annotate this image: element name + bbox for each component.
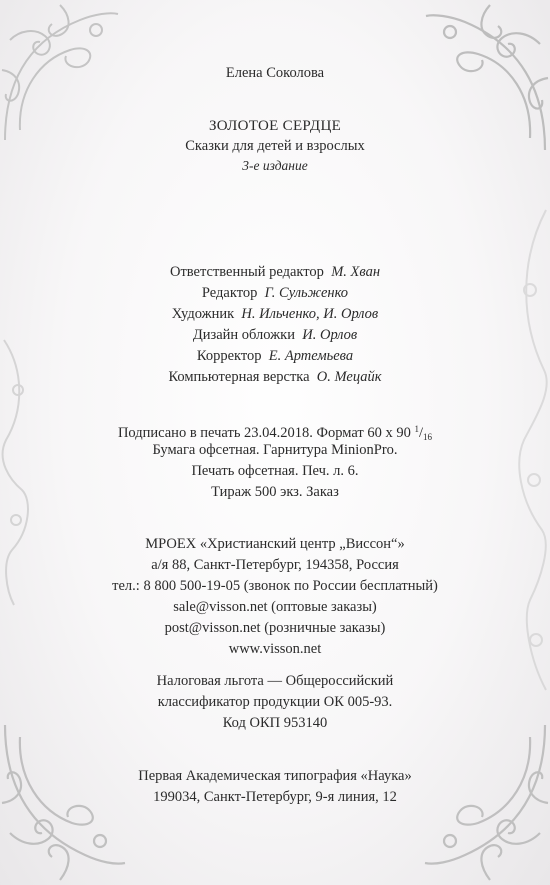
publisher-email-retail [0,619,550,637]
print-printing-text: Печать офсетная. Печ. л. 6. [191,463,359,479]
publisher-email-wholesale [0,598,550,616]
email-retail-text: post@visson.net (розничные заказы) [164,620,386,636]
printer-address-text: 199034, Санкт-Петербург, 9-я линия, 12 [153,789,397,805]
publisher-address [0,556,550,574]
book-subtitle-text: Сказки для детей и взрослых [185,138,365,154]
publisher-phone-text: тел.: 8 800 500-19-05 (звонок по России бесплатный) [112,578,438,594]
publisher-website [0,640,550,658]
format-numerator: 1 [414,424,420,434]
credit-role: Корректор [196,348,262,364]
author-name [0,64,550,82]
printer-name-text: Первая Академическая типография «Наука» [138,768,412,784]
publisher-phone [0,577,550,595]
tax-line [0,672,550,690]
publisher-name [0,535,550,553]
credit-line [0,326,550,344]
credit-line [0,284,550,302]
tax-line-text: Налоговая льгота — Общероссийский [156,673,394,689]
tax-line-text: Код ОКП 953140 [222,715,328,731]
credit-name: Н. Ильченко, И. Орлов [241,306,379,322]
publisher-address-text: а/я 88, Санкт-Петербург, 194358, Россия [151,557,399,573]
email-wholesale-text: sale@visson.net (оптовые заказы) [173,599,377,615]
printer-address [0,788,550,806]
tax-line [0,714,550,732]
tax-line-text: классификатор продукции ОК 005-93. [157,694,393,710]
book-edition-text: 3-е издание [242,158,308,173]
credit-line [0,263,550,281]
author-text: Елена Соколова [225,65,325,81]
print-printing-line [0,462,550,480]
credit-role: Ответственный редактор [169,264,324,280]
tax-line [0,693,550,711]
credit-name: О. Мецайк [316,369,382,385]
credit-line [0,368,550,386]
website-text: www.visson.net [228,641,322,657]
print-paper-text: Бумага офсетная. Гарнитура MinionPro. [152,442,398,458]
credit-name: И. Орлов [302,327,358,343]
book-subtitle [0,137,550,155]
print-run-text: Тираж 500 экз. Заказ [211,484,339,500]
credit-role: Дизайн обложки [192,327,295,343]
credit-name: Е. Артемьева [268,348,354,364]
print-paper-line [0,441,550,459]
credit-name: М. Хван [331,264,381,280]
publisher-name-text: МРОЕХ «Христианский центр „Виссон“» [145,536,405,552]
book-title-text: ЗОЛОТОЕ СЕРДЦЕ [208,118,342,134]
book-edition [0,157,550,175]
credit-name: Г. Сульженко [264,285,349,301]
format-slash: / [419,425,424,441]
printer-name [0,767,550,785]
credit-role: Компьютерная верстка [168,369,310,385]
credit-line [0,347,550,365]
credit-role: Редактор [201,285,258,301]
format-denominator: 16 [423,432,433,442]
print-run-line [0,483,550,501]
credit-line [0,305,550,323]
credit-role: Художник [171,306,235,322]
print-signed-text: Подписано в печать 23.04.2018. Формат 60 х 90 [117,425,411,441]
book-title [0,117,550,135]
